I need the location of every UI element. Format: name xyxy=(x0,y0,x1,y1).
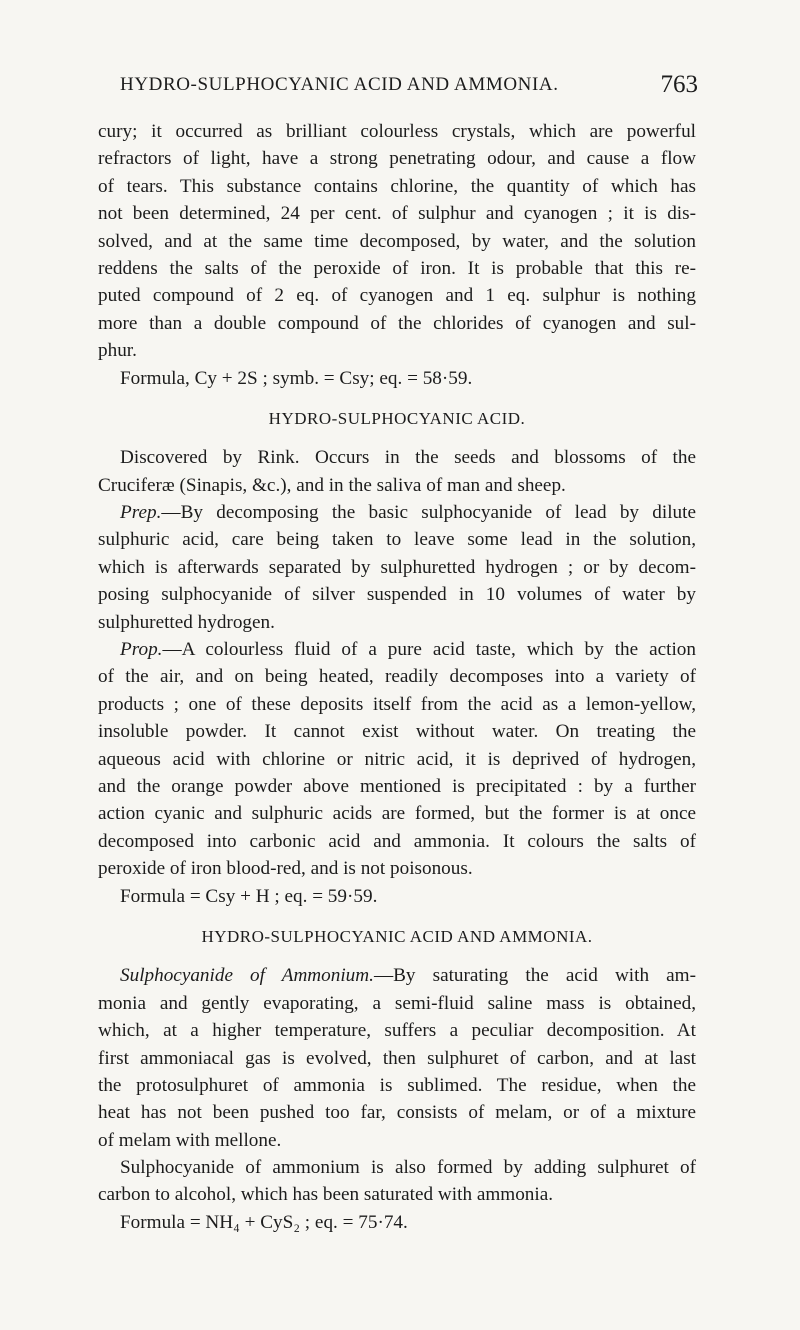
formula-line: Formula, Cy + 2S ; symb. = Csy; eq. = 58·59. xyxy=(120,367,473,389)
running-title: HYDRO-SULPHOCYANIC ACID AND AMMONIA. xyxy=(120,74,559,95)
text-line xyxy=(98,499,696,526)
subsection-label: Sulphocyanide of Ammonium. xyxy=(120,965,374,987)
continued-paragraph xyxy=(98,118,696,392)
running-head xyxy=(120,71,698,104)
text-line: which is afterwards separated by sulphuretted hydrogen ; or by decom- xyxy=(98,556,696,578)
text-line: not been determined, 24 per cent. of sulphur and cyanogen ; it is dis- xyxy=(98,203,696,225)
text-line: first ammoniacal gas is evolved, then sulphuret of carbon, and at last xyxy=(98,1047,696,1069)
text-line: which, at a higher temperature, suffers a peculiar decomposition. At xyxy=(98,1020,696,1042)
paragraph-sulphocyanide xyxy=(98,962,696,1154)
formula-line: Formula = Csy + H ; eq. = 59·59. xyxy=(120,885,378,907)
text-line: products ; one of these deposits itself from the acid as a lemon-yellow, xyxy=(98,693,696,715)
text-line: Sulphocyanide of ammonium is also formed by adding sulphuret of xyxy=(120,1157,696,1179)
text-line xyxy=(98,636,696,663)
paragraph-prep xyxy=(98,499,696,636)
page-body xyxy=(98,118,696,1236)
text-line: sulphuric acid, care being taken to leave some lead in the solution, xyxy=(98,529,696,551)
text-line: sulphuretted hydrogen. xyxy=(98,611,275,633)
text-line: heat has not been pushed too far, consists of melam, or of a mixture xyxy=(98,1102,696,1124)
text-line: the protosulphuret of ammonia is sublimed. The residue, when the xyxy=(98,1074,696,1096)
text-line: of tears. This substance contains chlorine, the quantity of which has xyxy=(98,175,696,197)
text-line: of the air, and on being heated, readily decomposes into a variety of xyxy=(98,666,696,688)
section-heading: HYDRO-SULPHOCYANIC ACID. xyxy=(268,408,526,428)
page-number: 763 xyxy=(660,71,698,98)
text-line: monia and gently evaporating, a semi-fluid saline mass is obtained, xyxy=(98,992,696,1014)
prep-text: —By decomposing the basic sulphocyanide of lead by dilute xyxy=(161,502,696,524)
text-line xyxy=(98,962,696,989)
text-line: peroxide of iron blood-red, and is not poisonous. xyxy=(98,858,473,880)
text-line: Discovered by Rink. Occurs in the seeds and blossoms of the xyxy=(120,447,696,469)
subsection-text: —By saturating the acid with am- xyxy=(373,965,696,987)
text-line: solved, and at the same time decomposed, by water, and the solution xyxy=(98,230,696,252)
paragraph-prop xyxy=(98,636,696,910)
text-line: posing sulphocyanide of silver suspended in 10 volumes of water by xyxy=(98,584,696,606)
prep-label: Prep. xyxy=(120,502,162,524)
text-line: puted compound of 2 eq. of cyanogen and 1 eq. sulphur is nothing xyxy=(98,285,696,307)
text-line: cury; it occurred as brilliant colourless crystals, which are powerful xyxy=(98,121,696,142)
text-line: insoluble powder. It cannot exist without water. On treating the xyxy=(98,721,696,743)
paragraph-discovery xyxy=(98,444,696,499)
text-line: Cruciferæ (Sinapis, &c.), and in the saliva of man and sheep. xyxy=(98,474,566,496)
formula-line: Formula = NH₄ + CyS₂ ; eq. = 75·74. xyxy=(120,1211,408,1233)
text-line: action cyanic and sulphuric acids are formed, but the former is at once xyxy=(98,803,696,825)
section-heading: HYDRO-SULPHOCYANIC ACID AND AMMONIA. xyxy=(201,926,593,946)
text-line: phur. xyxy=(98,340,137,362)
text-line: and the orange powder above mentioned is precipitated : by a further xyxy=(98,775,696,797)
prop-label: Prop. xyxy=(120,639,163,661)
text-line: of melam with mellone. xyxy=(98,1129,282,1151)
text-line: aqueous acid with chlorine or nitric acid, it is deprived of hydrogen, xyxy=(98,748,696,770)
text-line: refractors of light, have a strong penetrating odour, and cause a flow xyxy=(98,148,696,170)
text-line: more than a double compound of the chlorides of cyanogen and sul- xyxy=(98,312,696,334)
paragraph-alcohol xyxy=(98,1154,696,1236)
text-line: reddens the salts of the peroxide of iron. It is probable that this re- xyxy=(98,257,696,279)
text-line: carbon to alcohol, which has been saturated with ammonia. xyxy=(98,1184,554,1206)
prop-text: —A colourless fluid of a pure acid taste, which by the action xyxy=(162,639,696,661)
text-line: decomposed into carbonic acid and ammonia. It colours the salts of xyxy=(98,830,696,852)
